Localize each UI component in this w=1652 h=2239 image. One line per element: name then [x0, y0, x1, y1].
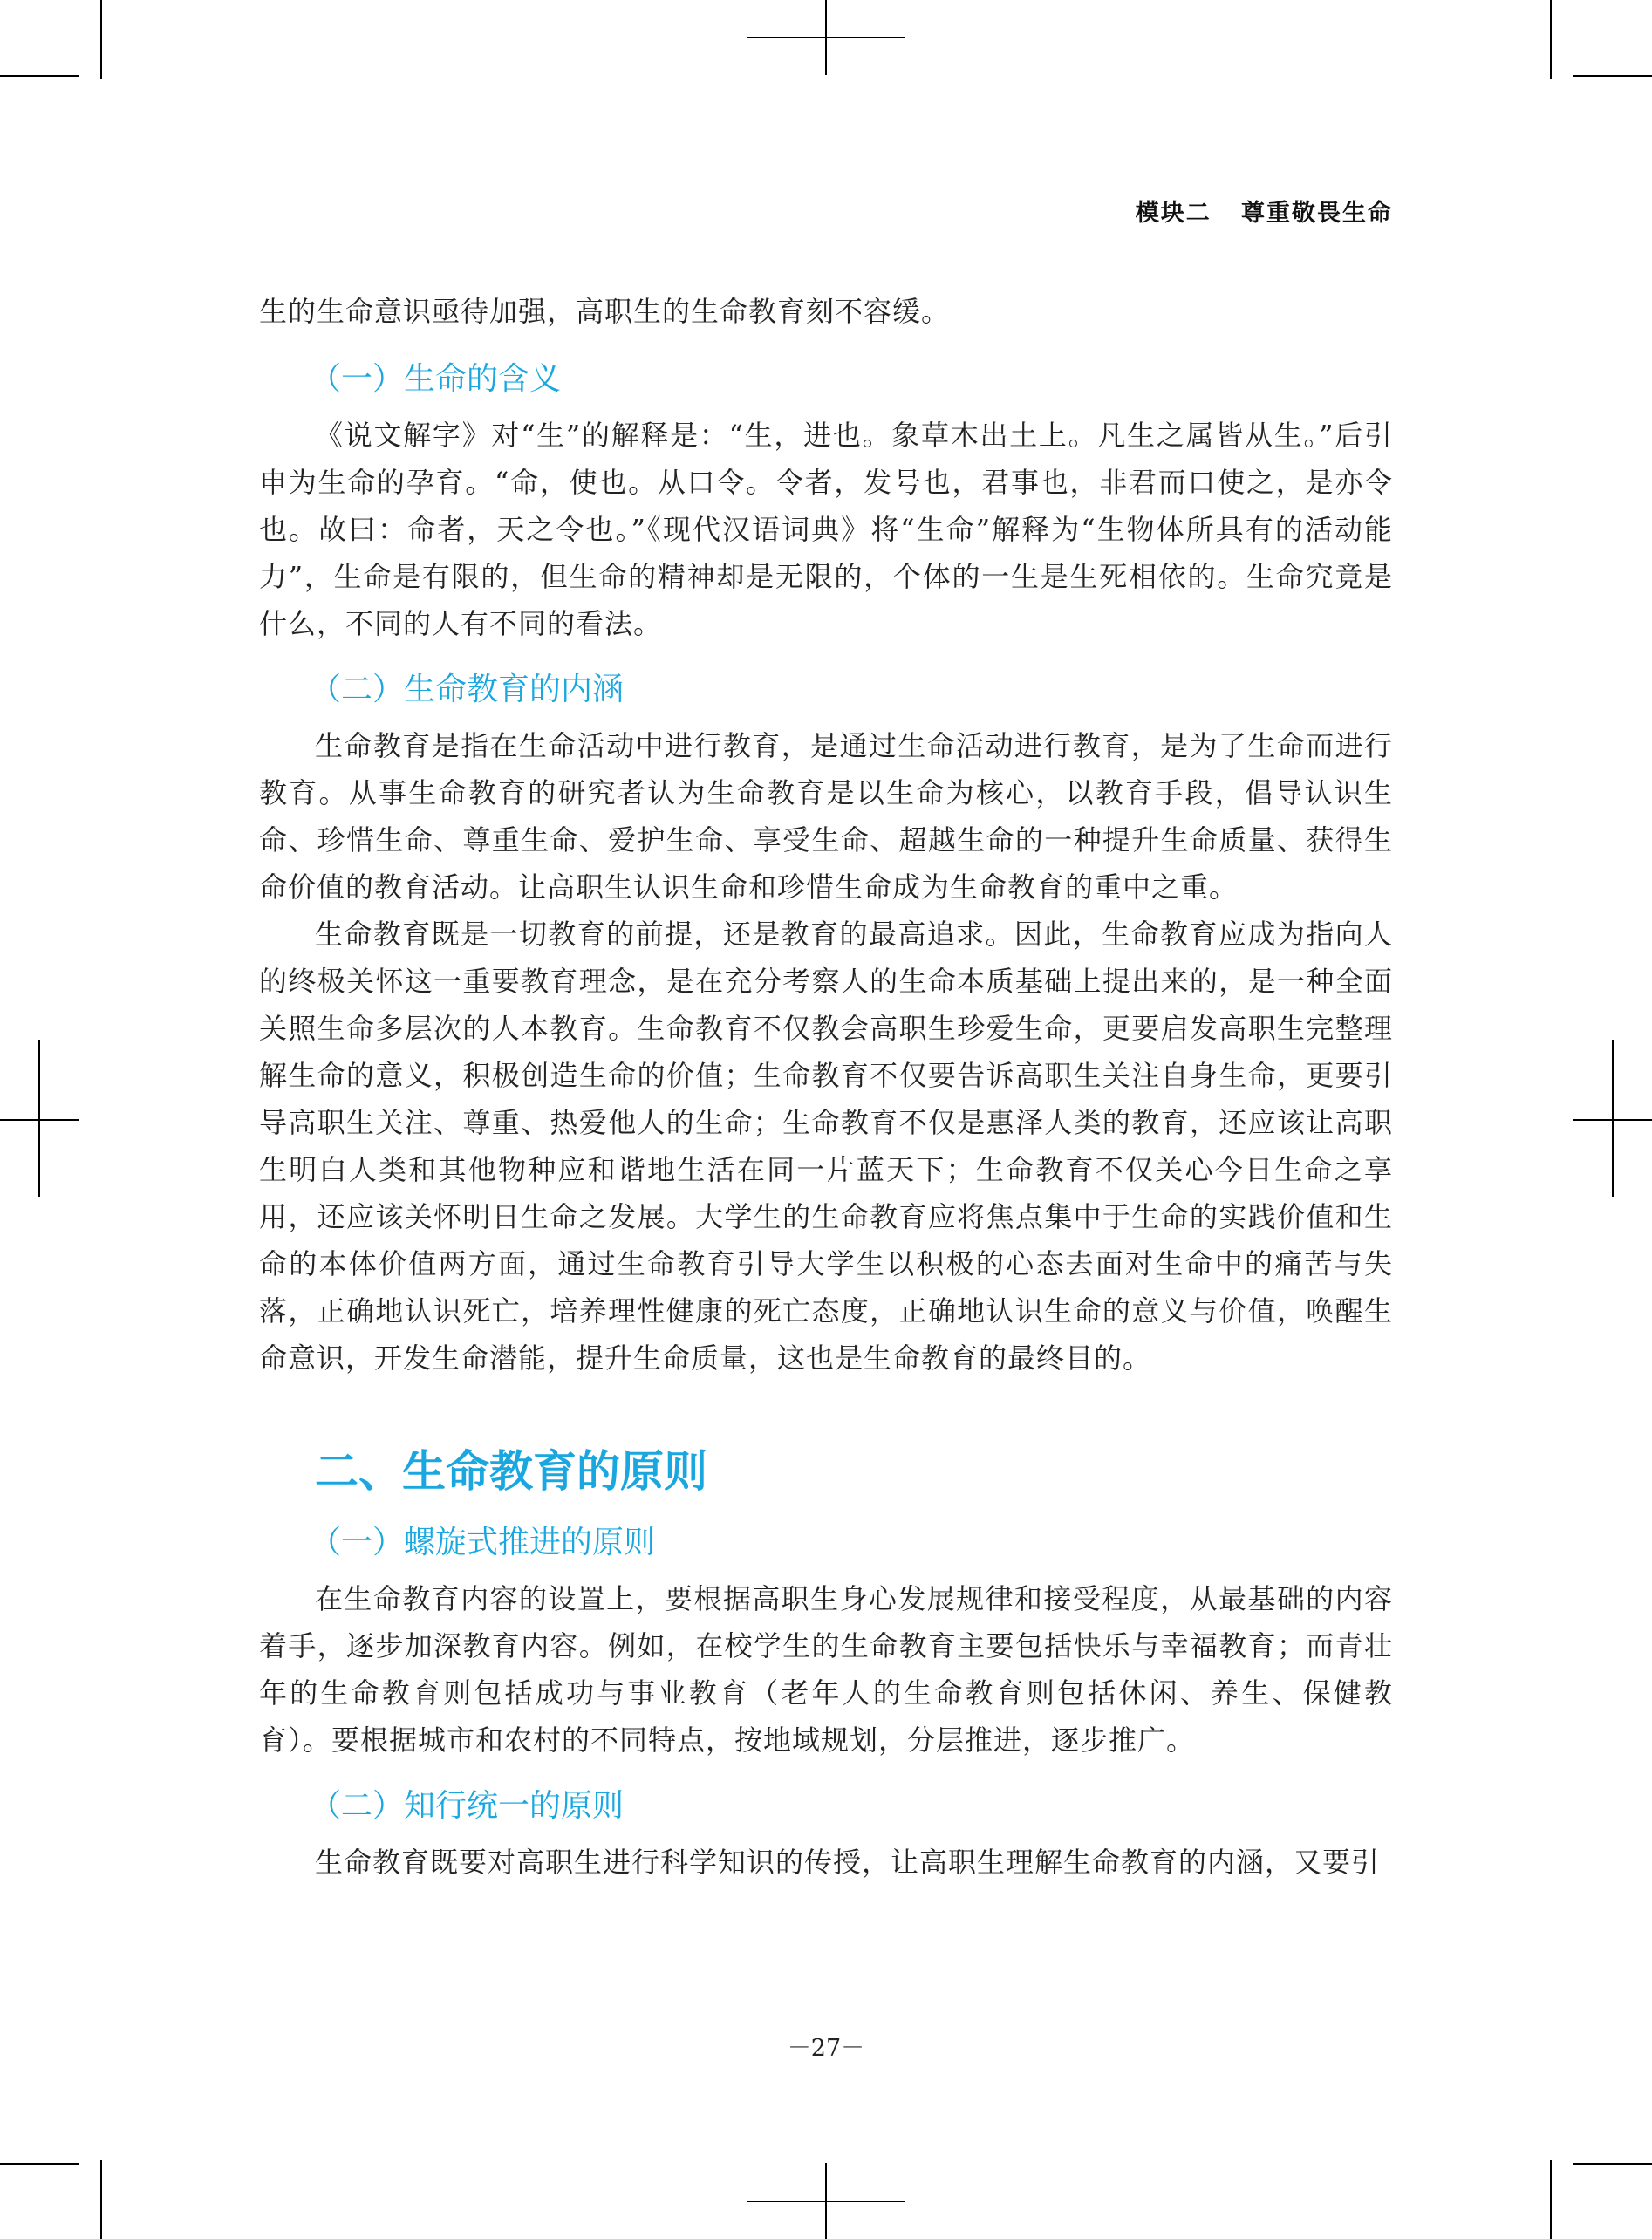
- paragraph: 生命教育是指在生命活动中进行教育，是通过生命活动进行教育，是为了生命而进行教育。从事生命教育的研究者认为生命教育是以生命为核心，以教育手段，倡导认识生命、珍惜生命、尊重生命、爱护生命、享受生命、超越生命的一种提升生命质量、获得生命价值的教育活动。让高职生认识生命和珍惜生命成为生命教育的重中之重。: [259, 729, 1393, 904]
- paragraph: 《说文解字》对“生”的解释是：“生，进也。象草木出土上。凡生之属皆从生。”后引申为生命的孕育。“命，使也。从口令。令者，发号也，君事也，非君而口使之，是亦令也。故曰：命者，天之令也。”《现代汉语词典》将“生命”解释为“生物体所具有的活动能力”，生命是有限的，但生命的精神却是无限的，个体的一生是生死相依的。生命究竟是什么，不同的人有不同的看法。: [259, 419, 1393, 640]
- section-heading: （一）生命的含义: [310, 361, 562, 397]
- body-content: [259, 288, 1393, 1886]
- header-title: 尊重敬畏生命: [1241, 200, 1393, 227]
- registration-mark: [1612, 1040, 1614, 1197]
- paragraph: 生命教育既是一切教育的前提，还是教育的最高追求。因此，生命教育应成为指向人的终极关怀这一重要教育理念，是在充分考察人的生命本质基础上提出来的，是一种全面关照生命多层次的人本教育。生命教育不仅教会高职生珍爱生命，更要启发高职生完整理解生命的意义，积极创造生命的价值；生命教育不仅要告诉高职生关注自身生命，更要引导高职生关注、尊重、热爱他人的生命；生命教育不仅是惠泽人类的教育，还应该让高职生明白人类和其他物种应和谐地生活在同一片蓝天下；生命教育不仅关心今日生命之享用，还应该关怀明日生命之发展。大学生的生命教育应将焦点集中于生命的实践价值和生命的本体价值两方面，通过生命教育引导大学生以积极的心态去面对生命中的痛苦与失落，正确地认识死亡，培养理性健康的死亡态度，正确地认识生命的意义与价值，唤醒生命意识，开发生命潜能，提升生命质量，这也是生命教育的最终目的。: [259, 918, 1393, 1375]
- crop-mark: [1573, 2163, 1652, 2165]
- page-number: －27－: [787, 2035, 865, 2062]
- paragraph: 生命教育既要对高职生进行科学知识的传授，让高职生理解生命教育的内涵，又要引: [315, 1846, 1381, 1879]
- paragraph: 生的生命意识亟待加强，高职生的生命教育刻不容缓。: [259, 295, 951, 328]
- paragraph: 在生命教育内容的设置上，要根据高职生身心发展规律和接受程度，从最基础的内容着手，逐步加深教育内容。例如，在校学生的生命教育主要包括快乐与幸福教育；而青壮年的生命教育则包括成功与事业教育（老年人的生命教育则包括休闲、养生、保健教育）。要根据城市和农村的不同特点，按地域规划，分层推进，逐步推广。: [259, 1582, 1393, 1757]
- crop-mark: [100, 2160, 102, 2239]
- crop-mark: [1550, 0, 1552, 79]
- crop-mark: [1550, 2160, 1552, 2239]
- chapter-heading: 二、生命教育的原则: [315, 1446, 707, 1497]
- section-heading: （二）生命教育的内涵: [310, 672, 625, 707]
- crop-mark: [0, 75, 79, 77]
- crop-mark: [0, 2163, 79, 2165]
- registration-mark: [38, 1040, 40, 1197]
- registration-mark: [825, 2163, 827, 2239]
- section-heading: （二）知行统一的原则: [310, 1788, 625, 1824]
- crop-mark: [100, 0, 102, 79]
- header-module: 模块二: [1135, 200, 1212, 227]
- running-header: [1136, 194, 1393, 228]
- section-heading: （一）螺旋式推进的原则: [310, 1525, 656, 1560]
- crop-mark: [1573, 75, 1652, 77]
- registration-mark: [825, 0, 827, 75]
